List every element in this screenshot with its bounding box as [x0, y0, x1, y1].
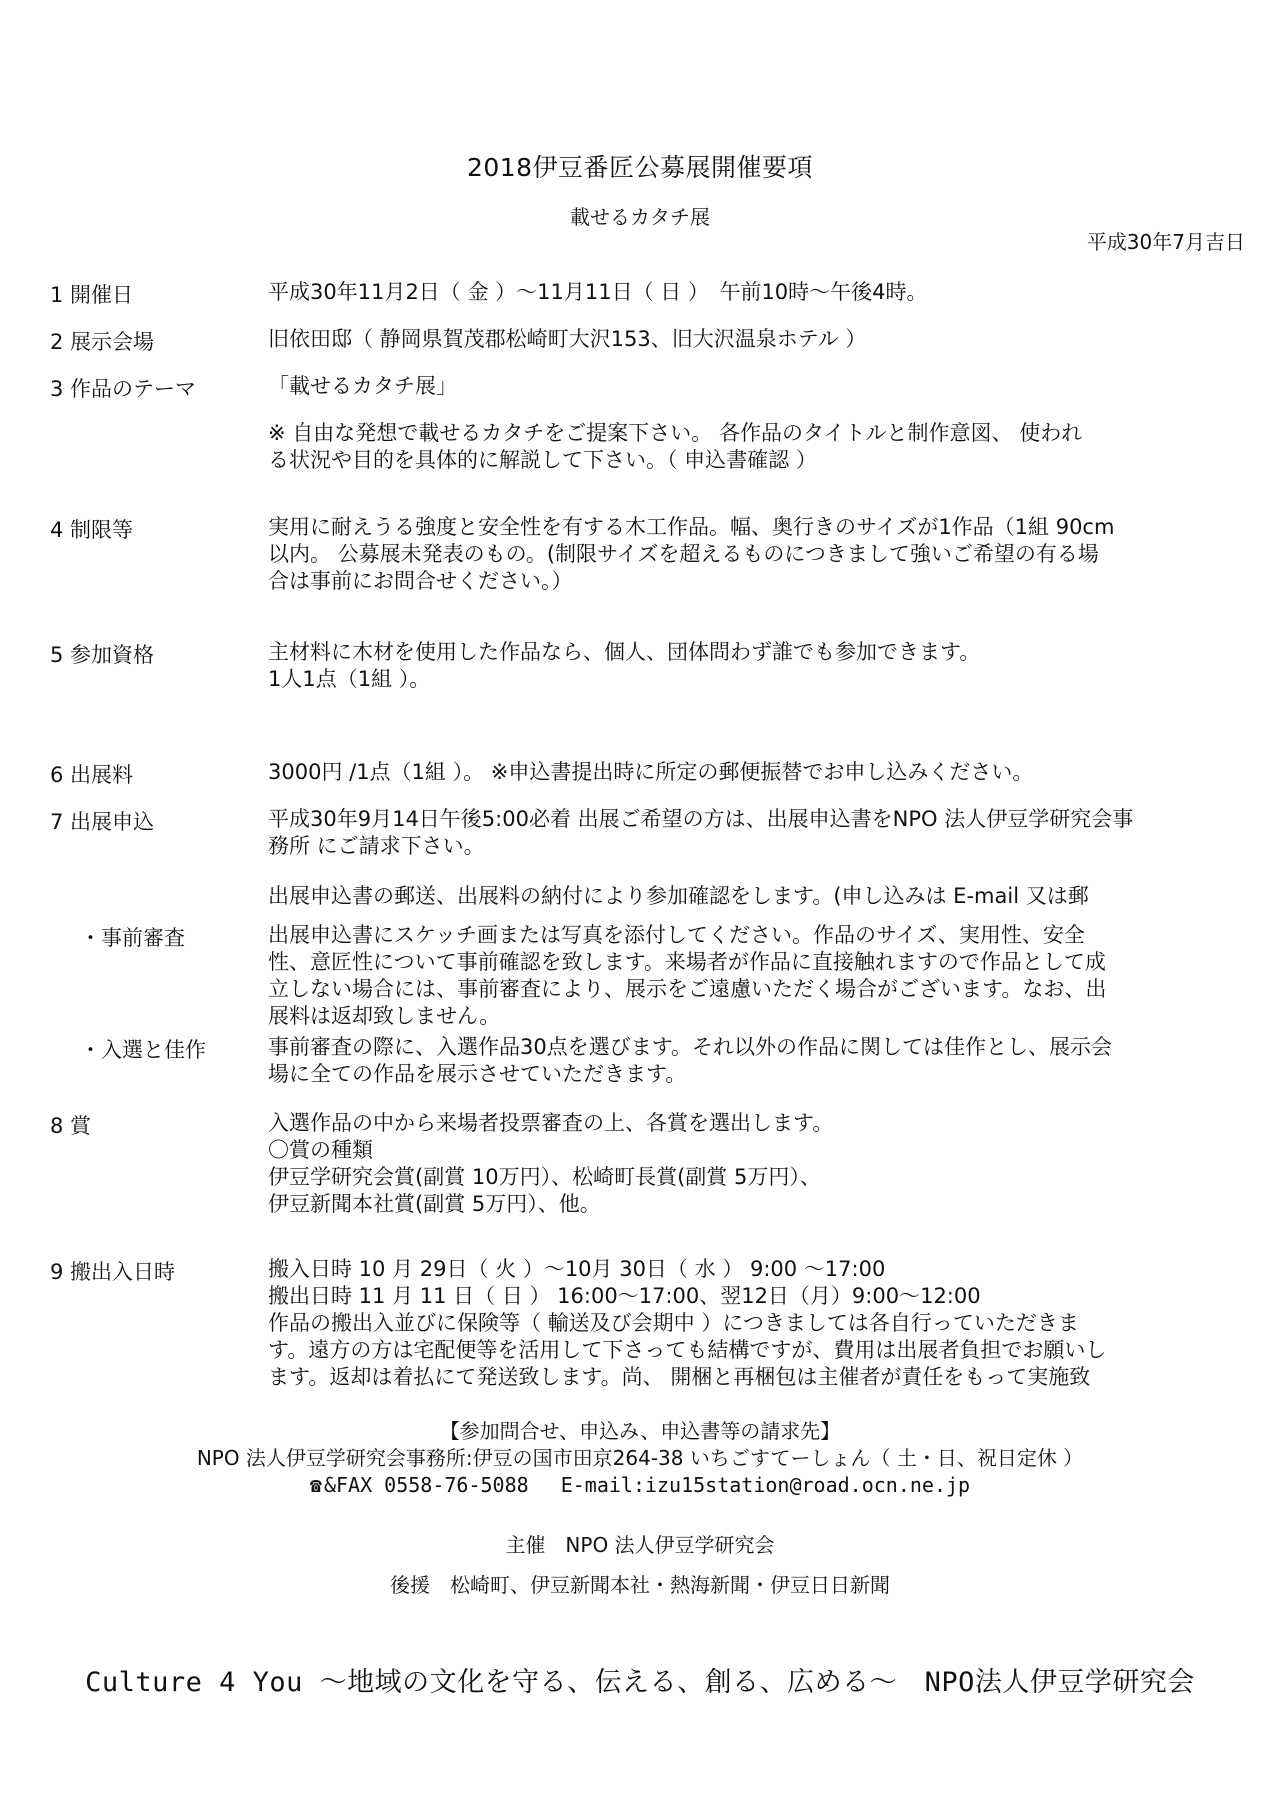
section-content-fee — [268, 759, 1250, 786]
section-content-application — [268, 806, 1250, 860]
phone-icon: ☎ — [309, 1473, 322, 1497]
section-content-application-note — [268, 883, 1250, 907]
text-line: る状況や目的を具体的に解説して下さい。（ 申込書確認 ） — [268, 448, 817, 472]
text-line: 〇賞の種類 — [268, 1138, 373, 1162]
text-line: 出展申込書にスケッチ画または写真を添付してください。作品のサイズ、実用性、安全 — [268, 923, 1085, 947]
section-label-dates: 1 開催日 — [50, 283, 134, 307]
section-content-dates — [268, 279, 1250, 306]
contact-heading: 【参加問合せ、申込み、申込書等の請求先】 — [439, 1419, 841, 1443]
text-line: 搬入日時 10 月 29日（ 火 ）～10月 30日（ 水 ） 9:00 ～17:00 — [268, 1257, 886, 1281]
section-label-fee: 6 出展料 — [50, 763, 134, 787]
text-line: 事前審査の際に、入選作品30点を選びます。それ以外の作品に関しては佳作とし、展示会 — [268, 1035, 1113, 1059]
text-line: 1人1点（1組 ）。 — [268, 667, 431, 691]
contact-phone-line — [0, 1471, 1280, 1499]
contact-address: NPO 法人伊豆学研究会事務所:伊豆の国市田京264-38 いちごすてーしょん（ 土・日、祝日定休 ） — [196, 1446, 1084, 1470]
text-line: 実用に耐えうる強度と安全性を有する木工作品。幅、奥行きのサイズが1作品（1組 90cm — [268, 515, 1115, 539]
text-line: 務所 にご請求下さい。 — [268, 834, 485, 858]
supporters: 後援 松崎町、伊豆新聞本社・熱海新聞・伊豆日日新聞 — [390, 1573, 890, 1597]
text-line: 搬出日時 11 月 11 日（ 日 ） 16:00～17:00、翌12日（月）9:00～12:00 — [268, 1284, 981, 1308]
text-line: 旧依田邸（ 静岡県賀茂郡松崎町大沢153、旧大沢温泉ホテル ） — [268, 327, 867, 351]
text-line: 展料は返却致しません。 — [268, 1004, 501, 1028]
section-content-selection — [268, 1034, 1250, 1088]
text-line: 伊豆新聞本社賞(副賞 5万円）、他。 — [268, 1192, 601, 1216]
text-line: ます。返却は着払にて発送致します。尚、 開梱と再梱包は主催者が責任をもって実施致 — [268, 1365, 1091, 1389]
section-label-awards: 8 賞 — [50, 1114, 92, 1138]
section-label-eligibility: 5 参加資格 — [50, 643, 155, 667]
section-label-venue: 2 展示会場 — [50, 330, 155, 354]
section-content-theme — [268, 373, 1250, 400]
text-line: 3000円 /1点（1組 ）。 ※申込書提出時に所定の郵便振替でお申し込みください。 — [268, 760, 1034, 784]
contact-phone-email: &FAX 0558-76-5088 E-mail:izu15station@road.ocn.ne.jp — [323, 1473, 971, 1497]
footer-slogan: Culture 4 You ～地域の文化を守る、伝える、創る、広める～ NPO法人伊豆学研究会 — [85, 1667, 1195, 1698]
text-line: 場に全ての作品を展示させていただきます。 — [268, 1062, 687, 1086]
section-label-restrictions: 4 制限等 — [50, 518, 134, 542]
text-line: 平成30年11月2日（ 金 ）～11月11日（ 日 ） 午前10時～午後4時。 — [268, 280, 928, 304]
text-line: 出展申込書の郵送、出展料の納付により参加確認をします。(申し込みは E-mail 又は郵 — [268, 884, 1089, 907]
text-line: 以内。 公募展未発表のもの。(制限サイズを超えるものにつきまして強いご希望の有る場 — [268, 542, 1099, 566]
text-line: 「載せるカタチ展」 — [268, 374, 457, 398]
section-label-selection: ・入選と佳作 — [80, 1038, 206, 1062]
text-line: 作品の搬出入並びに保険等（ 輸送及び会期中 ）につきましては各自行っていただきま — [268, 1311, 1079, 1335]
document-title: 2018伊豆番匠公募展開催要項 — [466, 153, 814, 182]
section-label-delivery: 9 搬出入日時 — [50, 1260, 176, 1284]
text-line: す。遠方の方は宅配便等を活用して下さっても結構ですが、費用は出展者負担でお願いし — [268, 1338, 1107, 1362]
section-label-prescreening: ・事前審査 — [80, 926, 185, 950]
section-content-delivery — [268, 1256, 1250, 1391]
text-line: 平成30年9月14日午後5:00必着 出展ご希望の方は、出展申込書をNPO 法人伊豆学研究会事 — [268, 807, 1134, 831]
text-line: 性、意匠性について事前確認を致します。来場者が作品に直接触れますので作品として成 — [268, 950, 1106, 974]
text-line: 主材料に木材を使用した作品なら、個人、団体問わず誰でも参加できます。 — [268, 640, 981, 664]
text-line: 伊豆学研究会賞(副賞 10万円）、松崎町長賞(副賞 5万円）、 — [268, 1165, 821, 1189]
organizer: 主催 NPO 法人伊豆学研究会 — [505, 1533, 775, 1557]
section-content-eligibility — [268, 639, 1250, 693]
section-label-application: 7 出展申込 — [50, 810, 155, 834]
section-content-awards — [268, 1110, 1250, 1218]
text-line: ※ 自由な発想で載せるカタチをご提案下さい。 各作品のタイトルと制作意図、 使われ — [268, 421, 1083, 445]
section-label-theme: 3 作品のテーマ — [50, 377, 197, 401]
text-line: 立しない場合には、事前審査により、展示をご遠慮いただく場合がございます。なお、出 — [268, 977, 1107, 1001]
section-content-theme-note — [268, 420, 1250, 474]
section-content-venue — [268, 326, 1250, 353]
document-date: 平成30年7月吉日 — [1086, 230, 1245, 254]
text-line: 入選作品の中から来場者投票審査の上、各賞を選出します。 — [268, 1111, 834, 1135]
document-subtitle: 載せるカタチ展 — [570, 205, 710, 229]
section-content-prescreening — [268, 922, 1250, 1030]
section-content-restrictions — [268, 514, 1250, 595]
text-line: 合は事前にお問合せください。） — [268, 569, 573, 593]
